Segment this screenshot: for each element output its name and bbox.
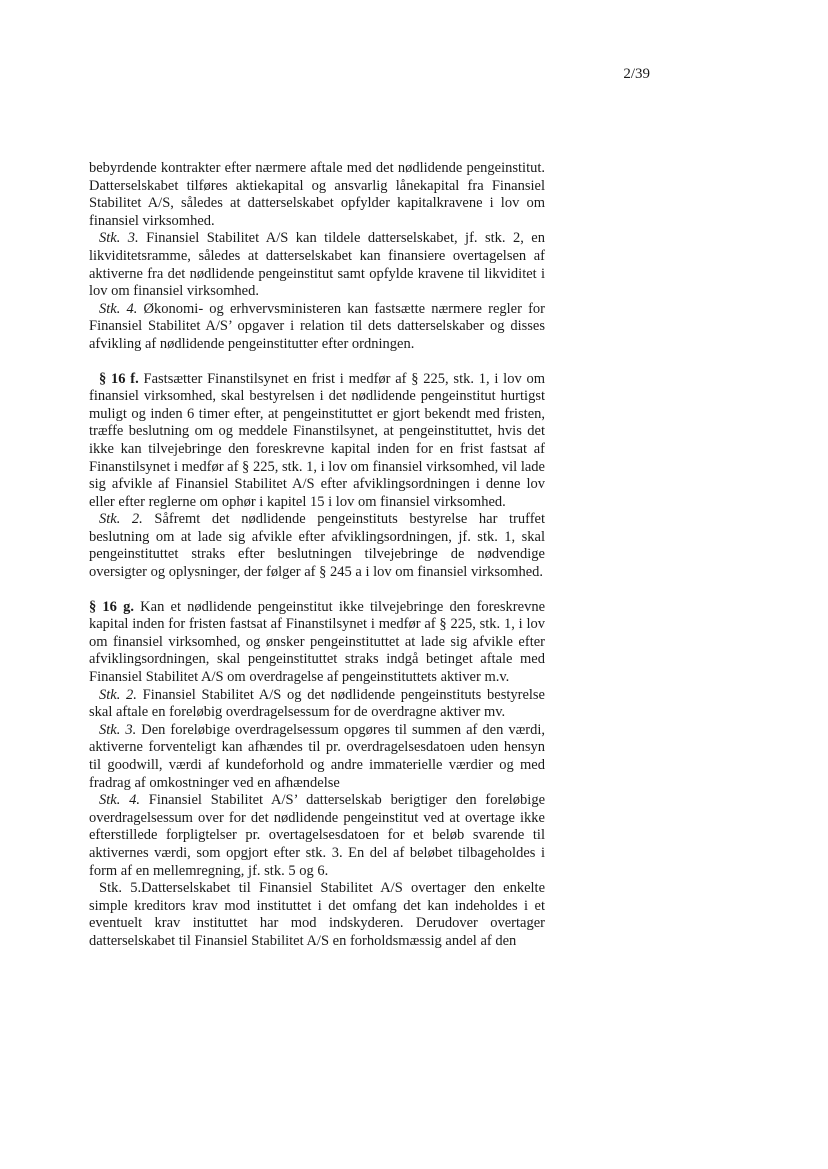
stk-label: Stk. 4. — [99, 300, 138, 317]
paragraph-stk-3 — [89, 230, 545, 300]
paragraph-text: Finansiel Stabilitet A/S’ datterselskab berigtiger den foreløbige overdragelsessum over for det nødlidende pengeinstitut ved at overtage ikke efterstillede forpligtelser pr. overtagelsesdatoen for et beløb svarende til aktivernes værdi, som opgjort efter stk. 3. En del af beløbet tilbageholdes i form af en mellemregning, jf. stk. 5 og 6. — [89, 792, 546, 879]
stk-label: Stk. 5. — [99, 880, 142, 897]
paragraph-continuation: bebyrdende kontrakter efter nærmere aftale med det nødlidende pengeinstitut. Datterselskabet tilføres aktiekapital og ansvarlig lånekapital fra Finansiel Stabilitet A/S, således at datterselskabet opfylder kapitalkravene i lov om finansiel virksomhed. — [89, 160, 545, 229]
stk-label: Stk. 3. — [99, 721, 137, 738]
paragraph-text: Såfremt det nødlidende pengeinstituts bestyrelse har truffet beslutning om at lade sig afvikle efter afviklingsordningen, jf. stk. 1, skal pengeinstituttet straks efter beslutningen tilvejebringe de nødvendige oversigter og oplysninger, der følger af § 245 a i lov om finansiel virksomhed. — [89, 511, 545, 581]
paragraph-text: Finansiel Stabilitet A/S og det nødlidende pengeinstituts bestyrelse skal aftale en foreløbig overdragelsessum for de overdragne aktiver mv. — [89, 686, 545, 721]
paragraph-text: Kan et nødlidende pengeinstitut ikke tilvejebringe den foreskrevne kapital inden for fristen fastsat af Finanstilsynet i medfør af § 225, stk. 1, i lov om finansiel virksomhed, og ønsker pengeinstituttet at lade sig afvikle efter afviklingsordningen, skal pengeinstituttet straks indgå betinget aftale med Finansiel Stabilitet A/S om overdragelse af pengeinstituttets aktiver m.v. — [89, 598, 546, 686]
stk-label: Stk. 3. — [99, 230, 139, 247]
paragraph-16g-stk-2 — [89, 687, 545, 722]
stk-label: Stk. 2. — [99, 686, 137, 703]
paragraph-16g-stk-3 — [89, 722, 545, 792]
paragraph-16g-stk-4 — [89, 792, 545, 880]
section-16g — [89, 599, 545, 687]
paragraph-text: Fastsætter Finanstilsynet en frist i medfør af § 225, stk. 1, i lov om finansiel virksomhed, skal bestyrelsen i det nødlidende pengeinstitut hurtigst muligt og inden 6 timer efter, at pengeinstituttet er gjort bekendt med fristen, træffe beslutning om og meddele Finanstilsynet, at pengeinstituttet, hvis det ikke kan tilvejebringe den foreskrevne kapital inden for en frist fastsat af Finanstilsynet i medfør af § 225, stk. 1, i lov om finansiel virksomhed, vil lade sig afvikle af Finansiel Stabilitet A/S efter afviklingsordningen i denne lov eller efter reglerne om ophør i kapitel 15 i lov om finansiel virksomhed. — [89, 370, 546, 510]
paragraph-16g-stk-5 — [89, 880, 545, 950]
section-16f — [89, 371, 545, 512]
paragraph-text: Finansiel Stabilitet A/S kan tildele datterselskabet, jf. stk. 2, en likviditetsramme, således at datterselskabet kan finansiere overtagelsen af aktiverne fra det nødlidende pengeinstitut samt opfylde kravene til likviditet i lov om finansiel virksomhed. — [89, 230, 545, 300]
section-label: § 16 g. — [89, 598, 134, 615]
paragraph-text: Økonomi- og erhvervsministeren kan fastsætte nærmere regler for Finansiel Stabilitet A/S’ opgaver i relation til dets datterselskaber og disses afvikling af nødlidende pengeinstitutter efter ordningen. — [89, 300, 546, 352]
document-body — [89, 160, 545, 951]
paragraph-text: Den foreløbige overdragelsessum opgøres til summen af den værdi, aktiverne forventeligt kan afhændes til pr. overdragelsesdatoen uden hensyn til goodwill, værdi af kundeforhold og andre immaterielle værdier og med fradrag af omkostninger ved en afhændelse — [89, 721, 545, 791]
paragraph-stk-4 — [89, 301, 545, 354]
section-label: § 16 f. — [99, 370, 139, 387]
page-number: 2/39 — [623, 66, 650, 82]
paragraph-16f-stk-2 — [89, 511, 545, 581]
paragraph-text: Datterselskabet til Finansiel Stabilitet A/S overtager den enkelte simple kreditors krav mod instituttet i det omfang det kan indeholdes i et eventuelt krav instituttet har mod indskyderen. Derudover overtager datterselskabet til Finansiel Stabilitet A/S en forholdsmæssig andel af den — [89, 880, 545, 949]
stk-label: Stk. 2. — [99, 511, 143, 528]
stk-label: Stk. 4. — [99, 792, 140, 809]
